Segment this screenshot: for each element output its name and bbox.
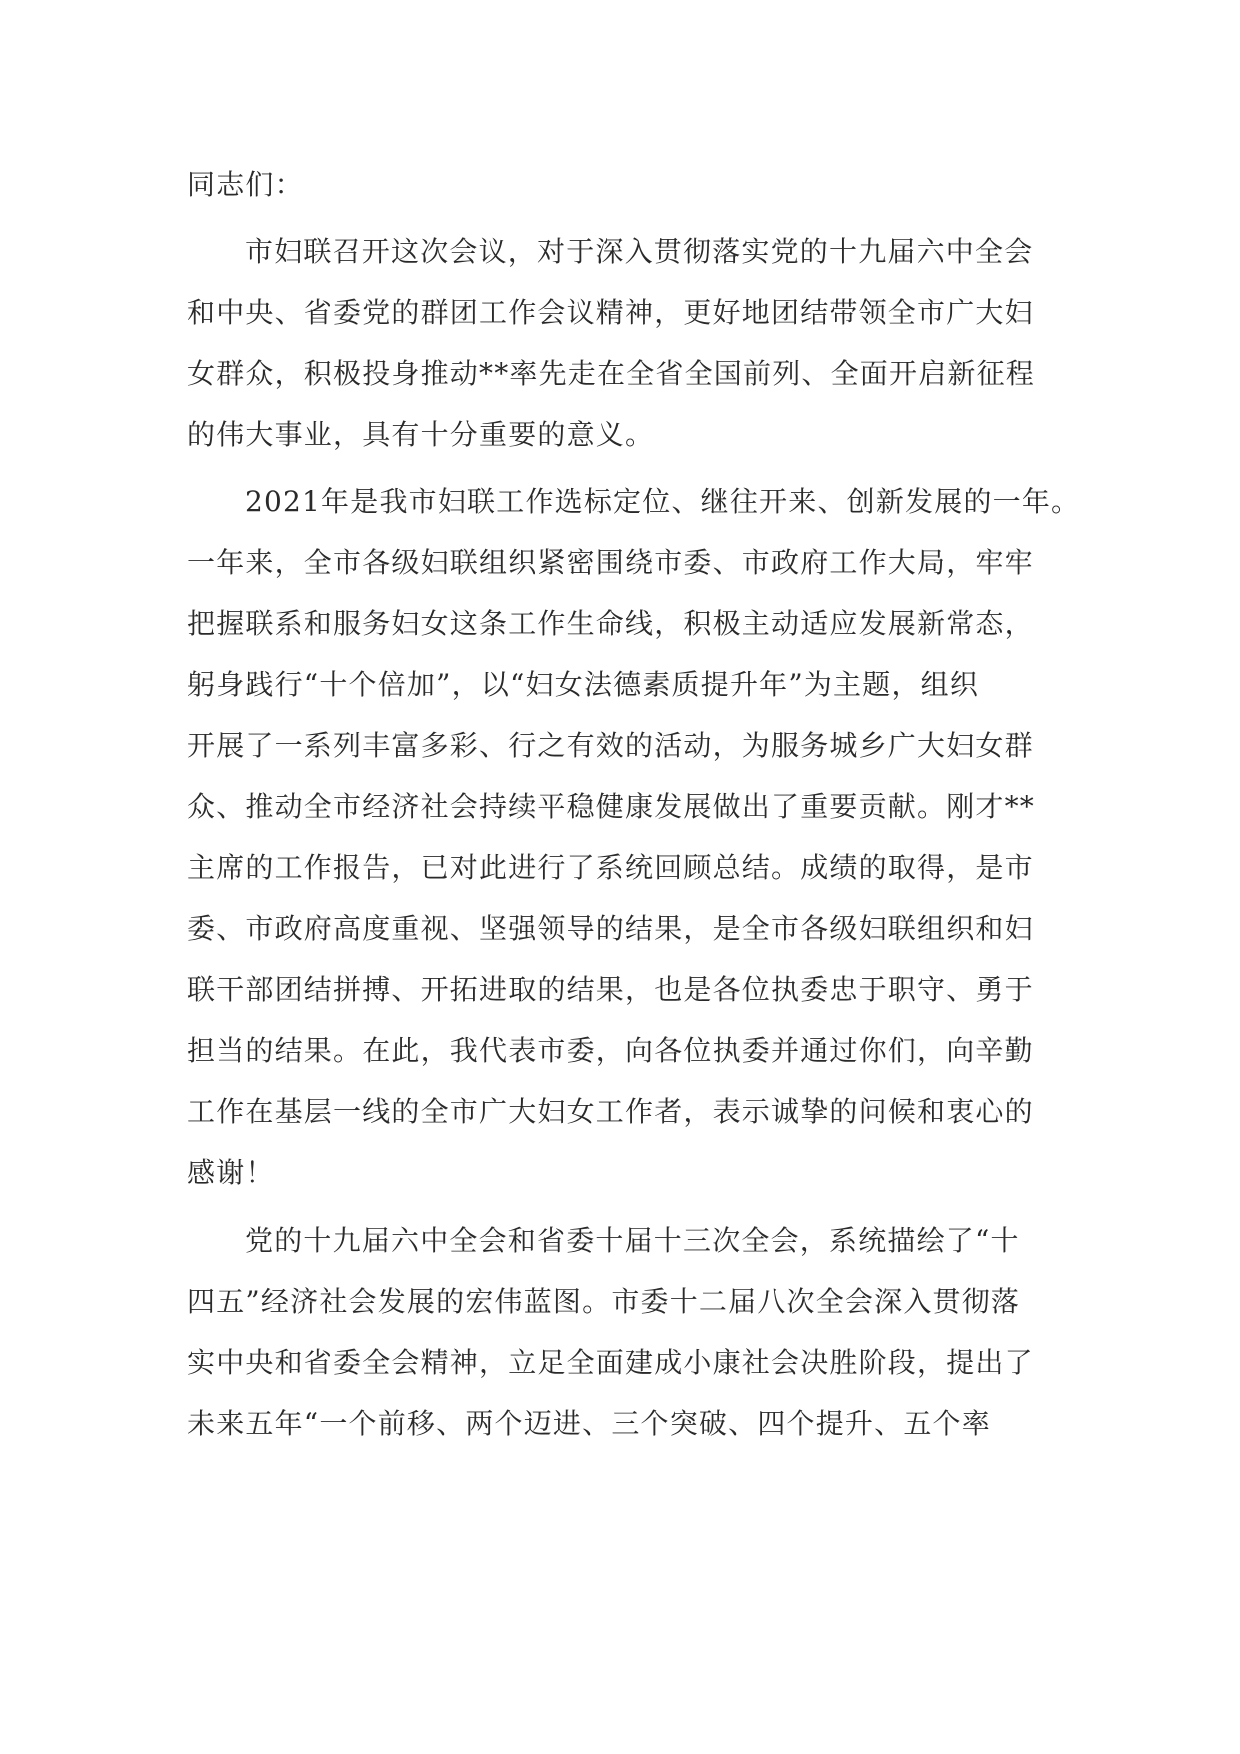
paragraph-line: 未来五年“一个前移、两个迈进、三个突破、四个提升、五个率	[187, 1407, 991, 1440]
paragraph-line: 躬身践行“十个倍加”，以“妇女法德素质提升年”为主题，组织	[187, 668, 980, 701]
paragraph-line: 实中央和省委全会精神，立足全面建成小康社会决胜阶段，提出了	[187, 1346, 1034, 1379]
paragraph-line: 党的十九届六中全会和省委十届十三次全会，系统描绘了“十	[245, 1224, 1020, 1257]
paragraph-line: 感谢！	[187, 1156, 275, 1189]
paragraph-line: 的伟大事业，具有十分重要的意义。	[187, 418, 655, 451]
paragraph-line: 开展了一系列丰富多彩、行之有效的活动，为服务城乡广大妇女群	[187, 729, 1034, 762]
paragraph-line: 2021年是我市妇联工作选标定位、继往开来、创新发展的一年。	[245, 485, 1081, 518]
paragraph-line: 众、推动全市经济社会持续平稳健康发展做出了重要贡献。刚才**	[187, 790, 1036, 823]
paragraph-line: 女群众，积极投身推动**率先走在全省全国前列、全面开启新征程	[187, 357, 1036, 390]
salutation: 同志们：	[187, 168, 304, 201]
paragraph-line: 担当的结果。在此，我代表市委，向各位执委并通过你们，向辛勤	[187, 1034, 1034, 1067]
paragraph-line: 市妇联召开这次会议，对于深入贯彻落实党的十九届六中全会	[245, 235, 1034, 268]
paragraph-line: 主席的工作报告，已对此进行了系统回顾总结。成绩的取得，是市	[187, 851, 1034, 884]
paragraph-line: 工作在基层一线的全市广大妇女工作者，表示诚挚的问候和衷心的	[187, 1095, 1034, 1128]
paragraph-line: 四五”经济社会发展的宏伟蓝图。市委十二届八次全会深入贯彻落	[187, 1285, 1021, 1318]
paragraph-line: 和中央、省委党的群团工作会议精神，更好地团结带领全市广大妇	[187, 296, 1034, 329]
paragraph-line: 一年来，全市各级妇联组织紧密围绕市委、市政府工作大局，牢牢	[187, 546, 1034, 579]
paragraph-line: 把握联系和服务妇女这条工作生命线，积极主动适应发展新常态，	[187, 607, 1034, 640]
paragraph-line: 联干部团结拼搏、开拓进取的结果，也是各位执委忠于职守、勇于	[187, 973, 1034, 1006]
paragraph-line: 委、市政府高度重视、坚强领导的结果，是全市各级妇联组织和妇	[187, 912, 1034, 945]
